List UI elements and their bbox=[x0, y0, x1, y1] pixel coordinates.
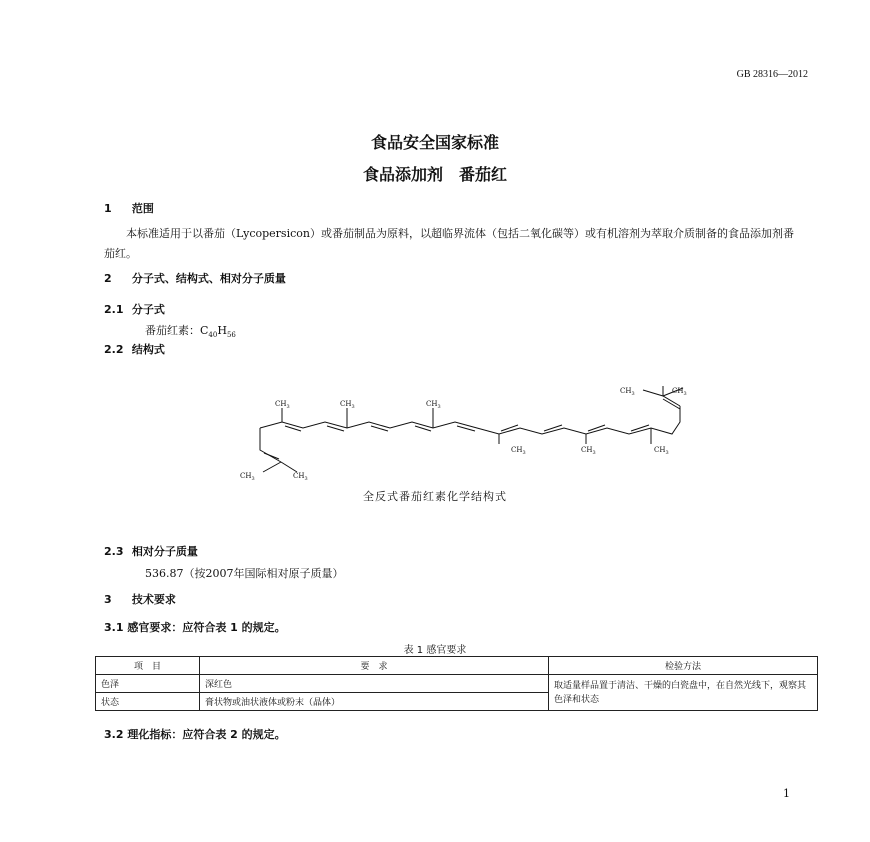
methyl-label: $CH_3$ bbox=[340, 400, 355, 410]
methyl-labels bbox=[240, 387, 687, 482]
formula-c-sub: 40 bbox=[208, 331, 218, 340]
methyl-label: $CH_3$ bbox=[426, 400, 441, 410]
section-title: 范围 bbox=[131, 202, 154, 215]
molecular-mass: 536.87（按2007年国际相对原子质量） bbox=[145, 567, 344, 580]
section-2-2-heading bbox=[104, 341, 165, 357]
section-title: 结构式 bbox=[131, 343, 165, 356]
double-bonds bbox=[264, 399, 680, 459]
section-3-heading bbox=[104, 591, 176, 607]
section-number: 2 bbox=[104, 272, 112, 285]
methyl-label: $CH_3$ bbox=[620, 387, 635, 397]
methyl-label: $CH_3$ bbox=[511, 446, 526, 456]
methyl-label: $CH_3$ bbox=[293, 472, 308, 482]
formula-h: H bbox=[217, 324, 227, 337]
row-method: 取适量样品置于清洁、干燥的白瓷盘中，在自然光线下，观察其色泽和状态 bbox=[549, 675, 818, 711]
methyl-label: $CH_3$ bbox=[672, 387, 687, 397]
page-number: 1 bbox=[783, 787, 790, 800]
section-2-1-heading bbox=[104, 301, 165, 317]
section-1-body: 本标准适用于以番茄（Lycopersicon）或番茄制品为原料，以超临界流体（包括二氧化碳等）或有机溶剂为萃取介质制备的食品添加剂番茄红。 bbox=[104, 227, 794, 260]
section-3-2-text: 3.2 理化指标：应符合表 2 的规定。 bbox=[104, 728, 286, 741]
structure-caption: 全反式番茄红素化学结构式 bbox=[363, 490, 507, 503]
section-number: 1 bbox=[104, 202, 112, 215]
molecular-formula bbox=[145, 322, 236, 339]
header-requirement: 要 求 bbox=[200, 657, 549, 675]
section-title: 技术要求 bbox=[131, 593, 176, 606]
section-number: 3 bbox=[104, 593, 112, 606]
methyl-label: $CH_3$ bbox=[581, 446, 596, 456]
carbon-chain bbox=[260, 386, 683, 472]
row-requirement: 深红色 bbox=[200, 675, 549, 693]
table-header-row bbox=[96, 657, 818, 675]
formula-c: C bbox=[200, 324, 209, 337]
section-title: 相对分子质量 bbox=[131, 545, 198, 558]
standard-number: GB 28316—2012 bbox=[736, 69, 808, 80]
document-subtitle: 食品添加剂 番茄红 bbox=[362, 165, 507, 184]
formula-label: 番茄红素： bbox=[145, 324, 200, 337]
row-item: 色泽 bbox=[96, 675, 200, 693]
section-2-3-heading bbox=[104, 543, 198, 559]
row-requirement: 膏状物或油状液体或粉末（晶体） bbox=[200, 693, 549, 711]
section-2-heading bbox=[104, 270, 286, 286]
table-1 bbox=[95, 656, 818, 711]
methyl-label: $CH_3$ bbox=[275, 400, 290, 410]
table-row bbox=[96, 675, 818, 693]
header-method: 检验方法 bbox=[549, 657, 818, 675]
section-title: 分子式、结构式、相对分子质量 bbox=[131, 272, 286, 285]
section-1-heading bbox=[104, 200, 154, 216]
section-number: 2.2 bbox=[104, 343, 124, 356]
section-3-1-text: 3.1 感官要求：应符合表 1 的规定。 bbox=[104, 621, 286, 634]
methyl-label: $CH_3$ bbox=[654, 446, 669, 456]
table-1-caption: 表 1 感官要求 bbox=[403, 645, 467, 656]
methyl-label: $CH_3$ bbox=[240, 472, 255, 482]
section-number: 2.3 bbox=[104, 545, 124, 558]
document-title: 食品安全国家标准 bbox=[370, 133, 499, 152]
header-item: 项 目 bbox=[96, 657, 200, 675]
row-item: 状态 bbox=[96, 693, 200, 711]
section-title: 分子式 bbox=[131, 303, 165, 316]
formula-h-sub: 56 bbox=[226, 331, 236, 340]
structural-formula bbox=[235, 380, 715, 490]
section-number: 2.1 bbox=[104, 303, 124, 316]
